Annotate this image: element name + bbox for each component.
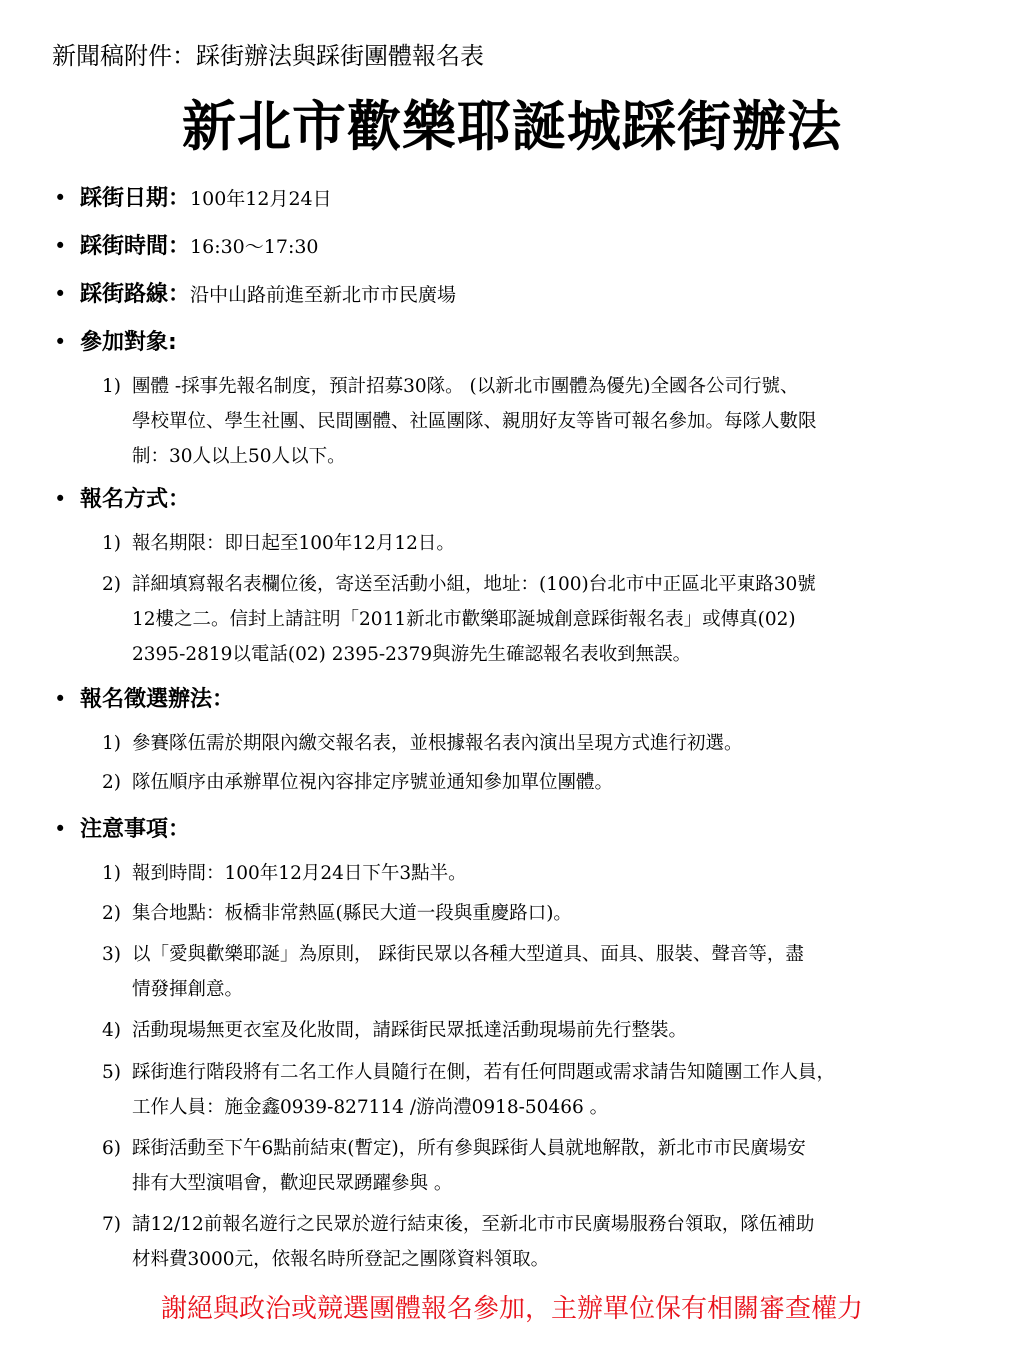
bullet-dot: • — [54, 817, 67, 841]
item-number: 3) — [102, 944, 121, 965]
item-number: 1) — [102, 733, 121, 754]
item-number: 1) — [102, 863, 121, 884]
item-number: 1) — [102, 533, 121, 554]
bullet-route-value: 沿中山路前進至新北市市民廣場 — [190, 284, 457, 306]
bullet-dot: • — [54, 330, 67, 354]
item-number: 5) — [102, 1062, 121, 1083]
item-line: 踩街活動至下午6點前結束(暫定)，所有參與踩街人員就地解散，新北市市民廣場安 — [132, 1138, 806, 1159]
bullet-date — [54, 183, 332, 214]
item-line: 踩街進行階段將有二名工作人員隨行在側，若有任何問題或需求請告知隨團工作人員， — [132, 1062, 836, 1083]
disclaimer-footer: 謝絕與政治或競選團體報名參加，主辦單位保有相關審查權力 — [160, 1294, 863, 1324]
item-line: 請12/12前報名遊行之民眾於遊行結束後，至新北市市民廣場服務台領取，隊伍補助 — [132, 1214, 815, 1235]
item-line: 參賽隊伍需於期限內繳交報名表，並根據報名表內演出呈現方式進行初選。 — [132, 733, 743, 754]
bullet-route-label: 踩街路線： — [80, 282, 191, 307]
bullet-dot: • — [54, 282, 67, 306]
item-line: 隊伍順序由承辦單位視內容排定序號並通知參加單位團體。 — [132, 772, 614, 793]
item-line: 制：30人以上50人以下。 — [132, 446, 346, 467]
item-line: 學校單位、學生社團、民間團體、社區團隊、親朋好友等皆可報名參加。每隊人數限 — [132, 411, 817, 432]
bullet-selection — [54, 684, 234, 715]
item-line: 報到時間：100年12月24日下午3點半。 — [132, 863, 467, 884]
list-item — [102, 937, 992, 1000]
list-item — [102, 856, 992, 891]
bullet-target — [54, 327, 177, 358]
item-line: 情發揮創意。 — [132, 979, 244, 1000]
item-line: 工作人員：施金鑫0939-827114 /游尚澧0918-50466 。 — [132, 1097, 609, 1118]
item-number: 6) — [102, 1138, 121, 1159]
item-line: 活動現場無更衣室及化妝間，請踩街民眾抵達活動現場前先行整裝。 — [132, 1020, 688, 1041]
item-line: 排有大型演唱會，歡迎民眾踴躍參與 。 — [132, 1173, 453, 1194]
item-number: 4) — [102, 1020, 121, 1041]
item-line: 報名期限：即日起至100年12月12日。 — [132, 533, 455, 554]
list-item — [102, 1055, 992, 1118]
item-number: 2) — [102, 903, 121, 924]
item-number: 2) — [102, 574, 121, 595]
item-line: 以「愛與歡樂耶誕」為原則， 踩街民眾以各種大型道具、面具、服裝、聲音等，盡 — [132, 944, 804, 965]
list-item — [102, 765, 992, 800]
list-item — [102, 1131, 992, 1194]
list-item — [102, 1207, 992, 1270]
bullet-notes — [54, 814, 190, 845]
bullet-date-value: 100年12月24日 — [190, 188, 332, 210]
list-item — [102, 369, 992, 467]
item-line: 集合地點：板橋非常熱區(縣民大道一段與重慶路口)。 — [132, 903, 572, 924]
bullet-time — [54, 231, 319, 262]
bullet-target-label: 參加對象: — [80, 330, 177, 355]
list-item — [102, 896, 992, 931]
list-item — [102, 726, 992, 761]
item-line: 團體 -採事先報名制度，預計招募30隊。 (以新北市團體為優先)全國各公司行號、 — [132, 376, 799, 397]
bullet-selection-label: 報名徵選辦法： — [80, 687, 235, 712]
bullet-notes-label: 注意事項： — [80, 817, 191, 842]
bullet-signup-label: 報名方式： — [80, 487, 191, 512]
bullet-dot: • — [54, 234, 67, 258]
list-item — [102, 1013, 992, 1048]
bullet-route — [54, 279, 456, 310]
item-number: 7) — [102, 1214, 121, 1235]
item-line: 材料費3000元，依報名時所登記之團隊資料領取。 — [132, 1249, 550, 1270]
bullet-time-value: 16:30～17:30 — [190, 236, 319, 258]
bullet-dot: • — [54, 487, 67, 511]
item-number: 1) — [102, 376, 121, 397]
page-title: 新北市歡樂耶誕城踩街辦法 — [182, 95, 842, 158]
bullet-dot: • — [54, 687, 67, 711]
item-line: 詳細填寫報名表欄位後，寄送至活動小組，地址：(100)台北市中正區北平東路30號 — [132, 574, 816, 595]
item-line: 12樓之二。信封上請註明「2011新北市歡樂耶誕城創意踩街報名表」或傳真(02) — [132, 609, 796, 630]
bullet-date-label: 踩街日期： — [80, 186, 191, 211]
item-number: 2) — [102, 772, 121, 793]
bullet-time-label: 踩街時間： — [80, 234, 191, 259]
bullet-signup — [54, 484, 190, 515]
list-item — [102, 567, 992, 665]
bullet-dot: • — [54, 186, 67, 210]
item-line: 2395-2819以電話(02) 2395-2379與游先生確認報名表收到無誤。 — [132, 644, 692, 665]
list-item — [102, 526, 992, 561]
document-header: 新聞稿附件：踩街辦法與踩街團體報名表 — [52, 42, 484, 70]
